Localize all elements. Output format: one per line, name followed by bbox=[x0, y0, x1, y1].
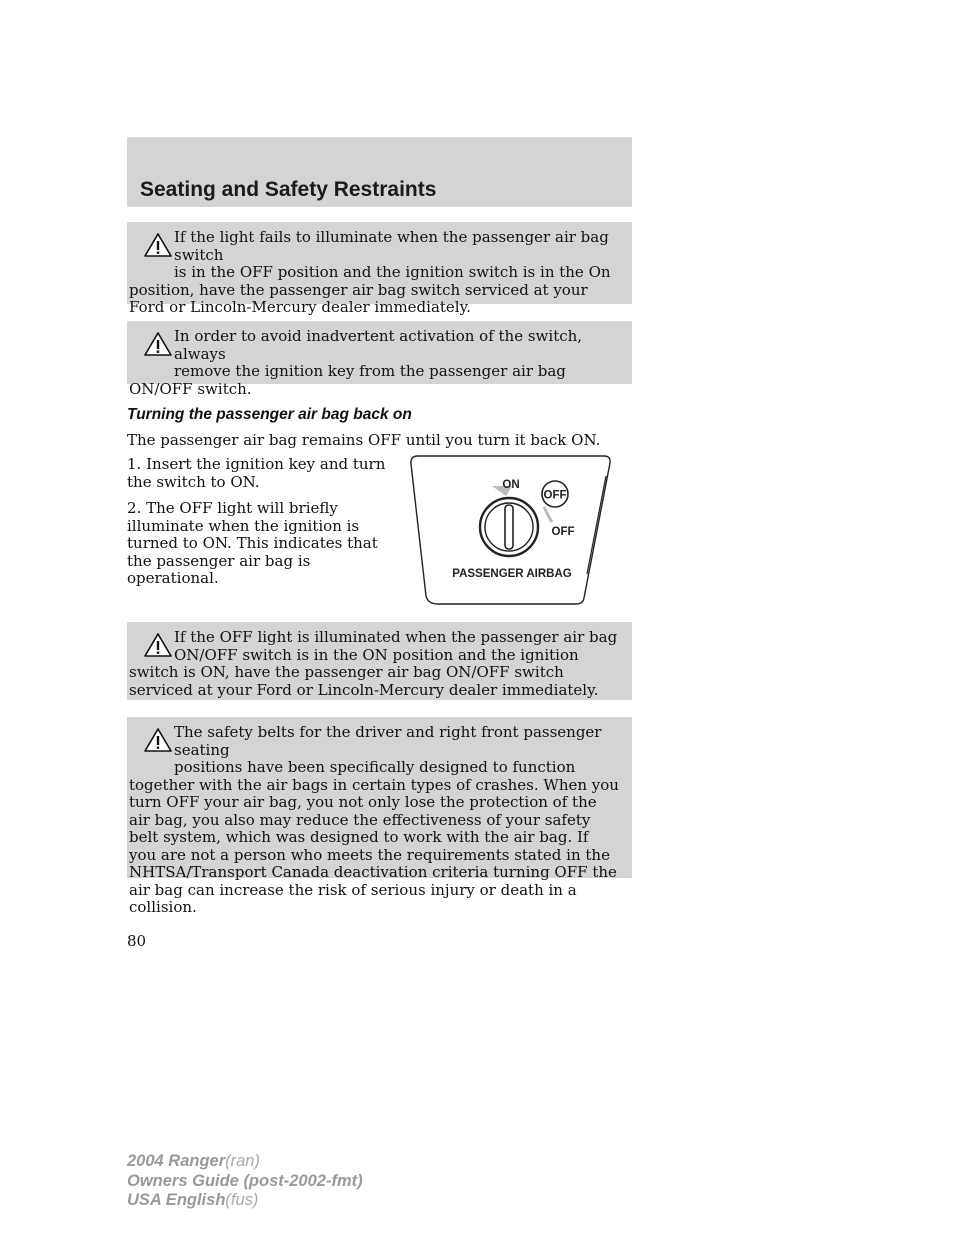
intro-paragraph: The passenger air bag remains OFF until you turn it back ON. bbox=[127, 431, 601, 449]
warning-text-first: The safety belts for the driver and right front passenger seating bbox=[174, 723, 602, 759]
footer-language-code: (fus) bbox=[225, 1191, 259, 1209]
warning-text-rest: ON/OFF switch is in the ON position and the ignition switch is ON, have the passenger air bag ON/OFF switch serviced at your Ford or Lincoln-Mercury dealer immediately. bbox=[129, 645, 599, 699]
ignition-keyhole-icon bbox=[480, 498, 538, 556]
footer-guide: Owners Guide (post-2002-fmt) bbox=[127, 1171, 363, 1190]
warning-text-continuation bbox=[129, 264, 619, 317]
step-1: 1. Insert the ignition key and turn the switch to ON. bbox=[127, 455, 386, 491]
page-number: 80 bbox=[127, 932, 147, 950]
warning-box bbox=[127, 622, 632, 700]
warning-box bbox=[127, 222, 632, 316]
footer-language: USA English bbox=[127, 1191, 226, 1209]
warning-text-continuation bbox=[129, 647, 619, 700]
off-lamp-label: OFF bbox=[543, 489, 567, 502]
warning-text-first: In order to avoid inadvertent activation of the switch, always bbox=[174, 327, 583, 363]
on-position-label: ON bbox=[502, 479, 520, 491]
step-2: 2. The OFF light will briefly illuminate when the ignition is turned to ON. This indicates that the passenger air bag is operational. bbox=[127, 499, 378, 587]
warning-box bbox=[127, 717, 632, 916]
warning-text-rest: remove the ignition key from the passenger air bag ON/OFF switch. bbox=[129, 362, 566, 398]
warning-text bbox=[129, 724, 619, 917]
warning-text-rest: is in the OFF position and the ignition switch is in the On position, have the passenger air bag switch serviced at your Ford or Lincoln-Mercury dealer immediately. bbox=[129, 263, 611, 316]
footer-model-code: (ran) bbox=[225, 1152, 260, 1170]
airbag-switch-diagram bbox=[408, 454, 614, 606]
off-lamp-icon bbox=[542, 481, 568, 507]
document-footer bbox=[127, 1152, 363, 1211]
page-title: Seating and Safety Restraints bbox=[140, 178, 437, 201]
off-position-label: OFF bbox=[551, 526, 575, 538]
warning-text-first: If the OFF light is illuminated when the passenger air bag bbox=[174, 628, 618, 646]
footer-model: 2004 Ranger bbox=[127, 1152, 226, 1170]
warning-text-continuation bbox=[129, 759, 619, 917]
warning-text bbox=[129, 229, 619, 317]
section-heading: Turning the passenger air bag back on bbox=[127, 406, 412, 423]
passenger-airbag-label: PASSENGER AIRBAG bbox=[452, 568, 572, 580]
warning-text-continuation bbox=[129, 363, 619, 398]
warning-text-first: If the light fails to illuminate when the passenger air bag switch bbox=[174, 228, 609, 264]
warning-text bbox=[129, 328, 619, 398]
warning-box bbox=[127, 321, 632, 398]
warning-text bbox=[129, 629, 619, 699]
warning-text-rest: positions have been specifically designed to function together with the air bags in certain types of crashes. When you turn OFF your air bag, you not only lose the protection of the air bag, you also may reduce the effectiveness of your safety belt system, which was designed to work with the air bag. If you are not a person who meets the requirements stated in the NHTSA/Transport Canada deactivation criteria turning OFF the air bag can increase the risk of serious injury or death in a collision. bbox=[129, 758, 619, 916]
